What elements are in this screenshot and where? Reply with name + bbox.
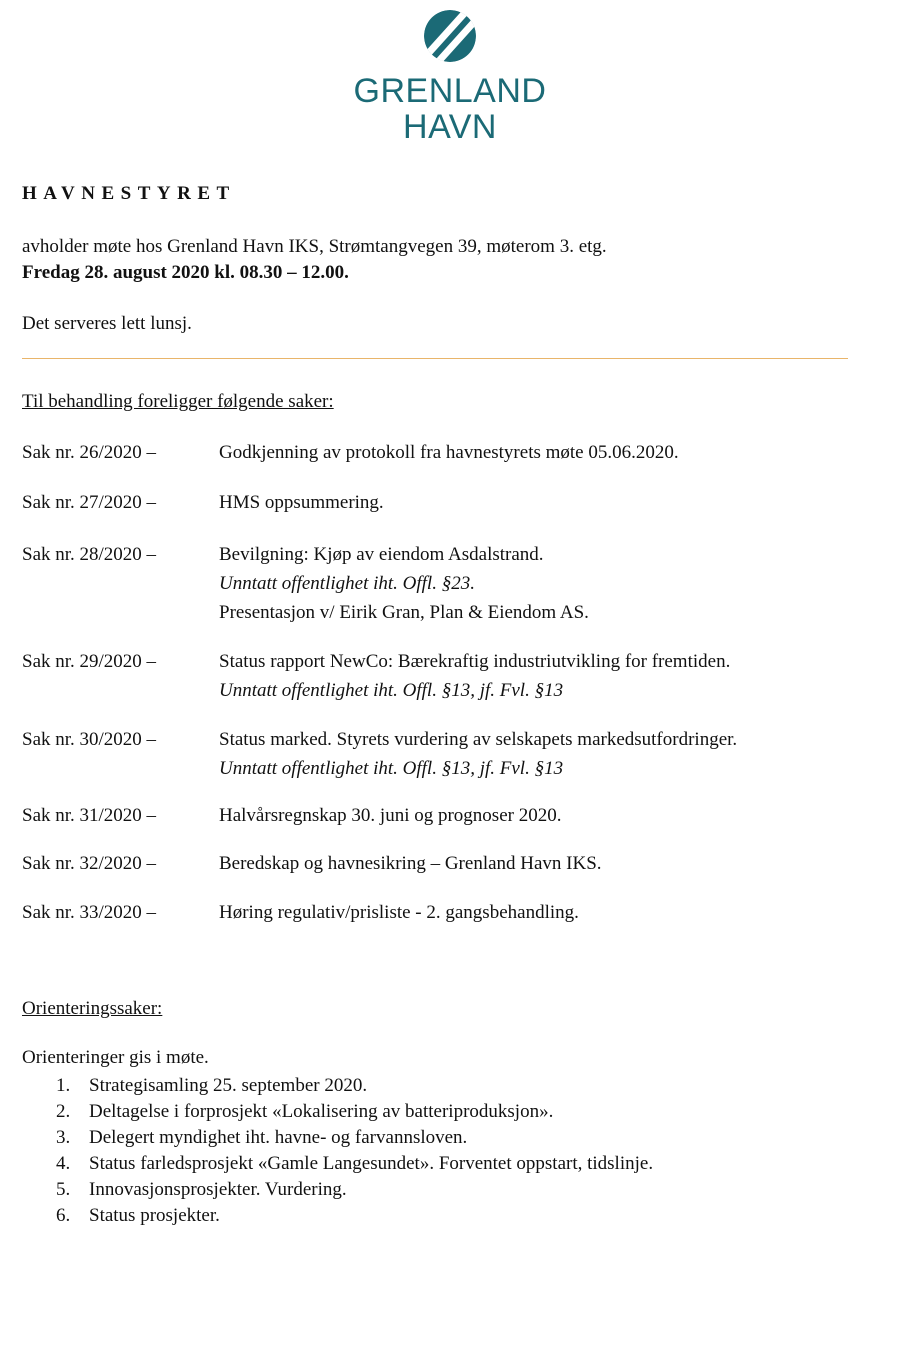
list-text: Strategisamling 25. september 2020. (89, 1075, 368, 1096)
orientation-heading: Orienteringssaker: (22, 998, 163, 1019)
case-number: Sak nr. 29/2020 – (22, 651, 157, 672)
meeting-datetime: Fredag 28. august 2020 kl. 08.30 – 12.00. (22, 262, 349, 283)
logo-text-line1: GRENLAND (353, 72, 547, 110)
case-number: Sak nr. 27/2020 – (22, 492, 157, 513)
case-title: Halvårsregnskap 30. juni og prognoser 2020. (219, 805, 562, 826)
case-title: Bevilgning: Kjøp av eiendom Asdalstrand. (219, 544, 544, 565)
list-number: 3. (56, 1127, 71, 1148)
case-title: Beredskap og havnesikring – Grenland Havn IKS. (219, 853, 602, 874)
company-logo (0, 8, 900, 144)
list-number: 2. (56, 1101, 71, 1122)
orientation-intro: Orienteringer gis i møte. (22, 1047, 209, 1068)
case-confidentiality: Unntatt offentlighet iht. Offl. §13, jf. Fvl. §13 (219, 680, 564, 701)
case-title: Høring regulativ/prisliste - 2. gangsbehandling. (219, 902, 579, 923)
case-confidentiality: Unntatt offentlighet iht. Offl. §13, jf. Fvl. §13 (219, 758, 564, 779)
meeting-location: avholder møte hos Grenland Havn IKS, Strømtangvegen 39, møterom 3. etg. (22, 236, 607, 257)
list-number: 6. (56, 1205, 71, 1226)
logo-text-line2: HAVN (403, 108, 497, 146)
list-text: Status prosjekter. (89, 1205, 220, 1226)
case-title: Status rapport NewCo: Bærekraftig industriutvikling for fremtiden. (219, 651, 731, 672)
page-title: HAVNESTYRET (22, 183, 236, 204)
case-title: Status marked. Styrets vurdering av selskapets markedsutfordringer. (219, 729, 738, 750)
case-number: Sak nr. 26/2020 – (22, 442, 157, 463)
case-confidentiality: Unntatt offentlighet iht. Offl. §23. (219, 573, 475, 594)
cases-heading: Til behandling foreligger følgende saker: (22, 391, 334, 412)
divider (22, 358, 848, 359)
case-number: Sak nr. 31/2020 – (22, 805, 157, 826)
list-number: 4. (56, 1153, 71, 1174)
case-title: HMS oppsummering. (219, 492, 384, 513)
case-presentation: Presentasjon v/ Eirik Gran, Plan & Eiendom AS. (219, 602, 589, 623)
case-number: Sak nr. 28/2020 – (22, 544, 157, 565)
list-text: Innovasjonsprosjekter. Vurdering. (89, 1179, 347, 1200)
case-title: Godkjenning av protokoll fra havnestyrets møte 05.06.2020. (219, 442, 679, 463)
case-number: Sak nr. 32/2020 – (22, 853, 157, 874)
list-text: Deltagelse i forprosjekt «Lokalisering av batteriproduksjon». (89, 1101, 554, 1122)
list-number: 1. (56, 1075, 71, 1096)
case-number: Sak nr. 30/2020 – (22, 729, 157, 750)
logo-emblem-icon (419, 8, 481, 64)
case-number: Sak nr. 33/2020 – (22, 902, 157, 923)
list-text: Delegert myndighet iht. havne- og farvannsloven. (89, 1127, 468, 1148)
lunch-note: Det serveres lett lunsj. (22, 313, 192, 334)
list-text: Status farledsprosjekt «Gamle Langesundet». Forventet oppstart, tidslinje. (89, 1153, 654, 1174)
list-number: 5. (56, 1179, 71, 1200)
